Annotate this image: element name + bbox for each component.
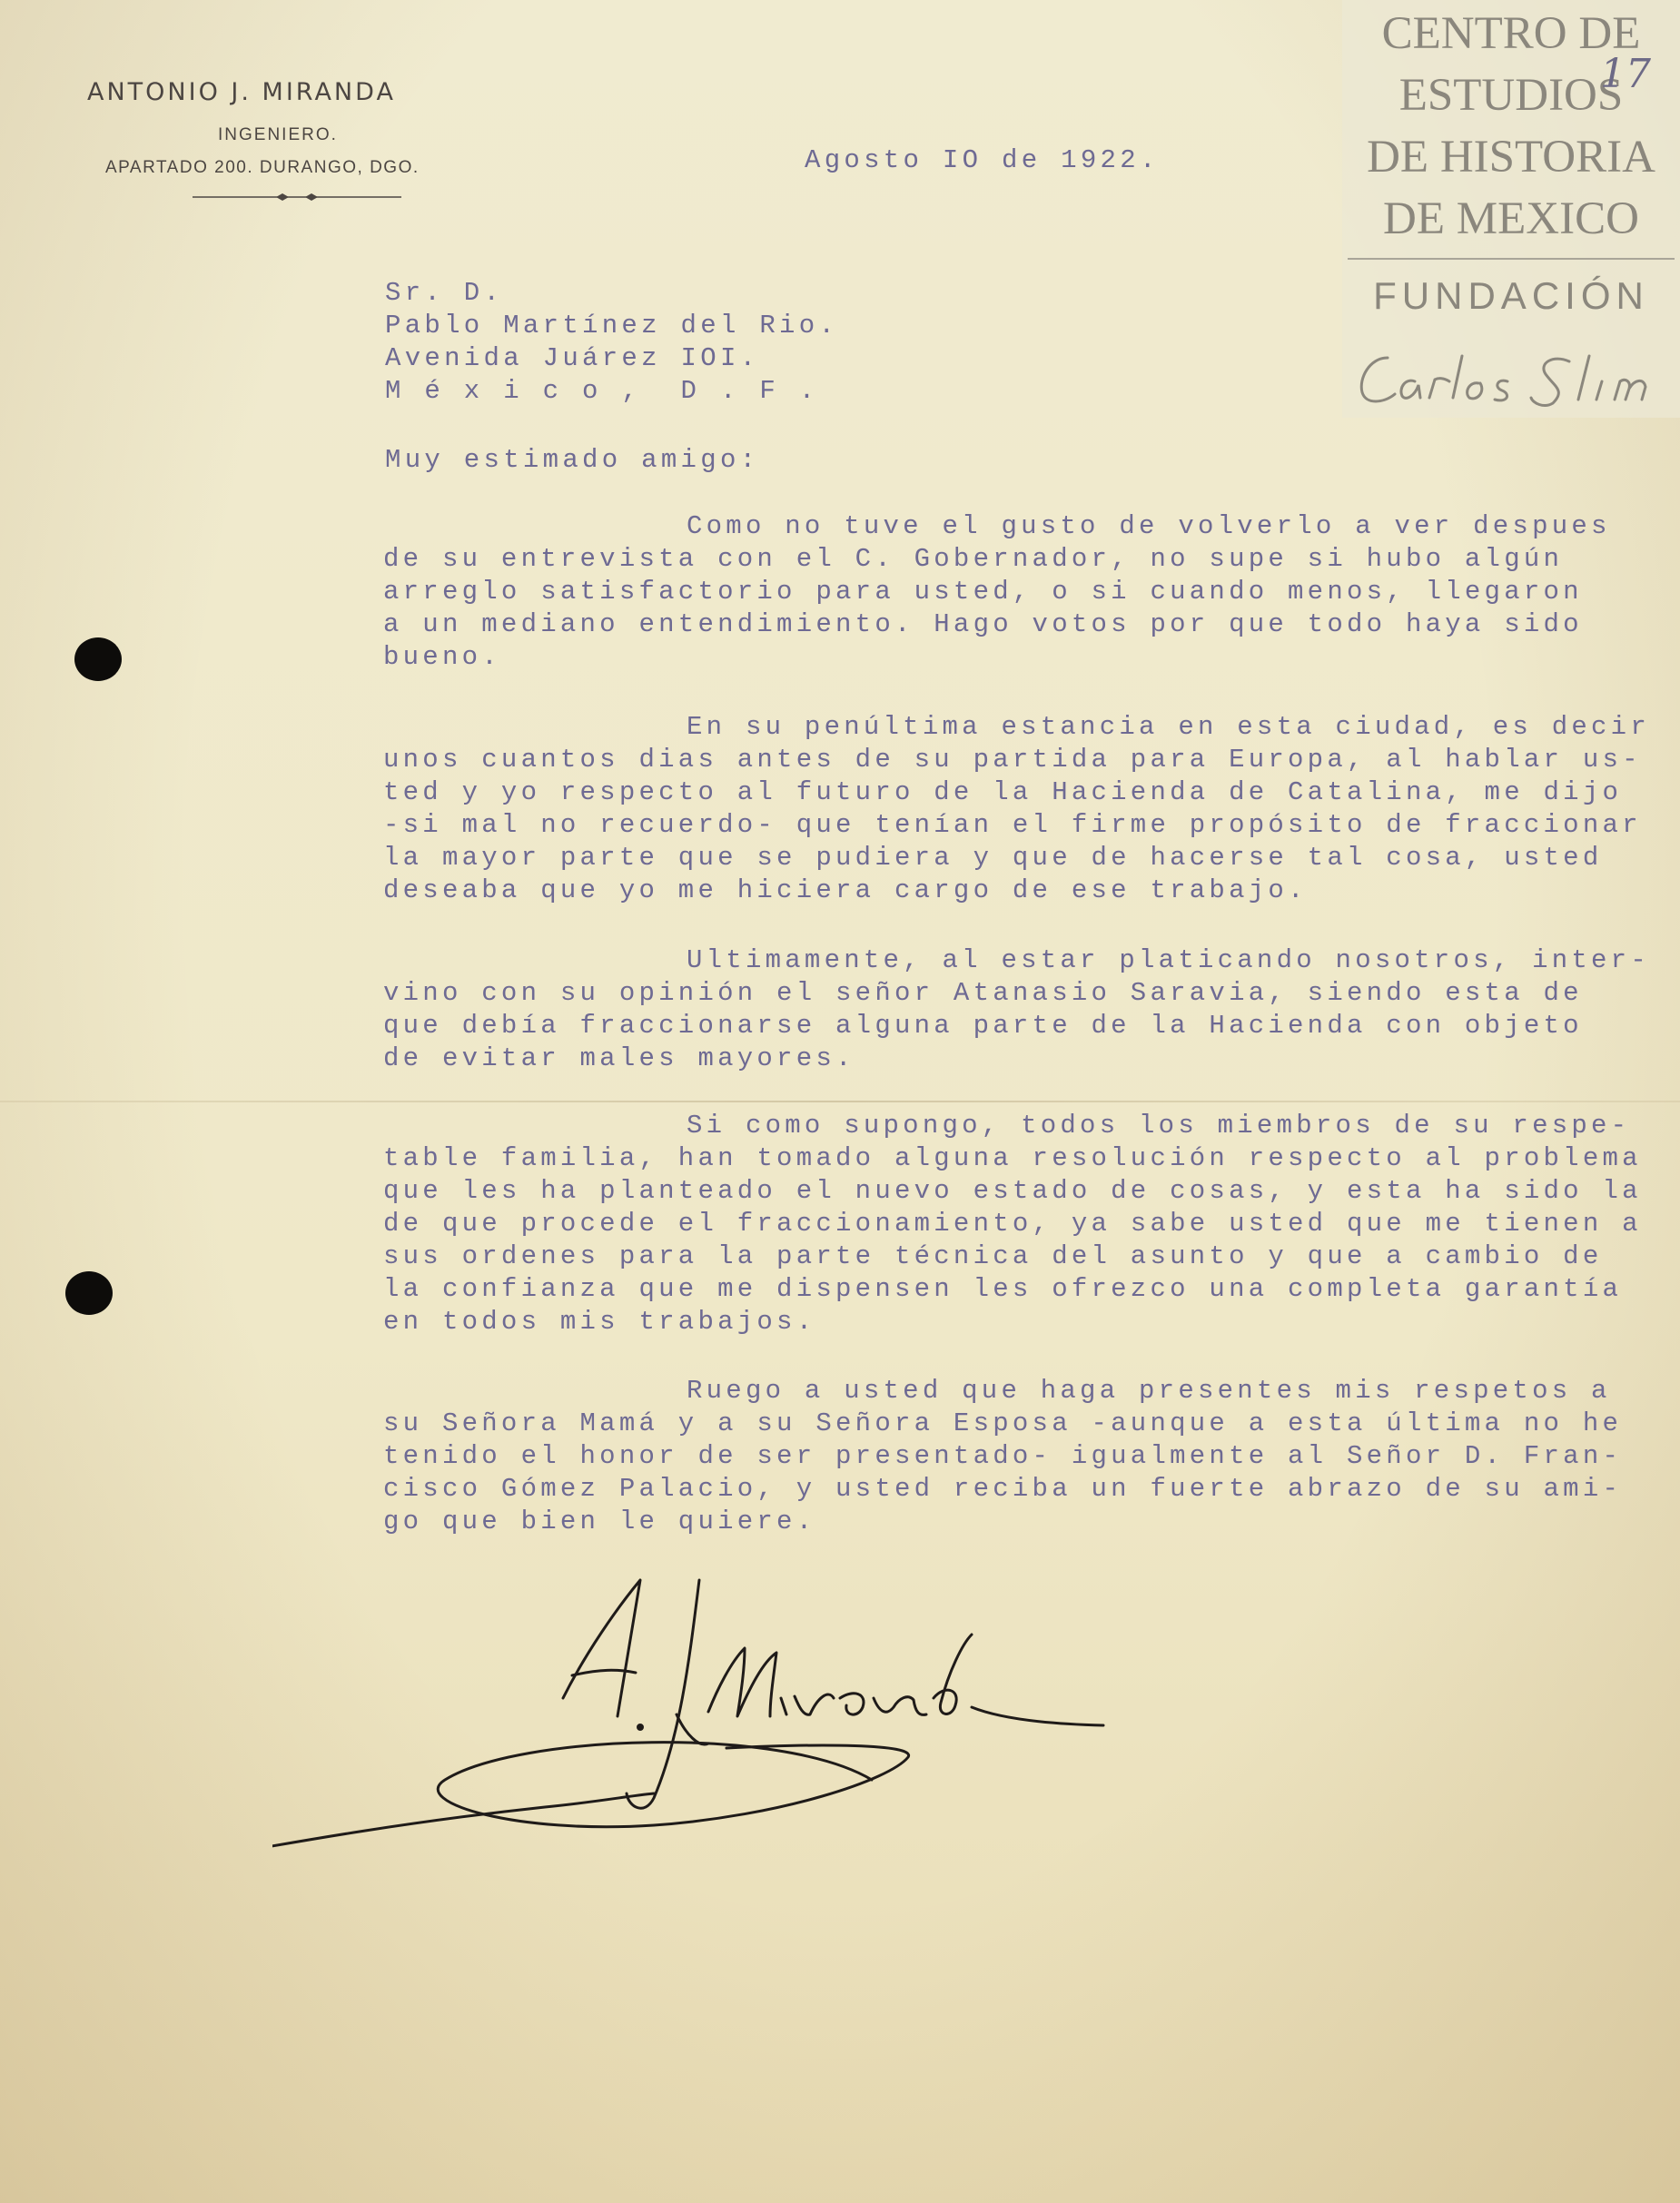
text-line: que les ha planteado el nuevo estado de cosas, y esta ha sido la <box>383 1176 1642 1206</box>
punch-hole <box>74 637 122 681</box>
page-number: 17 <box>1600 51 1651 97</box>
text-line: -si mal no recuerdo- que tenían el firme propósito de fraccionar <box>383 810 1642 840</box>
text-line: arreglo satisfactorio para usted, o si cuando menos, llegaron <box>383 577 1583 607</box>
text-line: Ruego a usted que haga presentes mis respetos a <box>687 1376 1611 1406</box>
stamp-line: DE MEXICO <box>1383 193 1639 244</box>
letterhead-address: APARTADO 200. DURANGO, DGO. <box>105 158 420 177</box>
carlos-slim-logo <box>1351 338 1676 416</box>
stamp-line: DE HISTORIA <box>1367 132 1655 183</box>
text-line: Como no tuve el gusto de volverlo a ver despues <box>687 511 1611 541</box>
text-line: a un mediano entendimiento. Hago votos por que todo haya sido <box>383 609 1583 639</box>
text-line: bueno. <box>383 642 501 672</box>
text-line: su Señora Mamá y a su Señora Esposa -aunque a esta última no he <box>383 1408 1623 1438</box>
text-line: en todos mis trabajos. <box>383 1307 816 1337</box>
text-line: Si como supongo, todos los miembros de su respe- <box>687 1111 1631 1141</box>
recipient-line: Pablo Martínez del Rio. <box>385 311 839 341</box>
body-paragraph <box>383 510 1655 674</box>
body-paragraph <box>383 1375 1655 1538</box>
stamp-line: CENTRO DE <box>1381 8 1641 59</box>
stamp-line: ESTUDIOS <box>1398 70 1624 121</box>
recipient-line: Avenida Juárez IOI. <box>385 343 760 373</box>
text-line: la confianza que me dispensen les ofrezco una completa garantía <box>383 1274 1623 1304</box>
text-line: tenido el honor de ser presentado- igualmente al Señor D. Fran- <box>383 1441 1623 1471</box>
recipient-line: Sr. D. <box>385 278 504 308</box>
letterhead-name: ANTONIO J. MIRANDA <box>87 78 396 106</box>
stamp-foundation: FUNDACIÓN <box>1373 274 1649 317</box>
handwritten-signature <box>272 1562 1317 1907</box>
text-line: table familia, han tomado alguna resolución respecto al problema <box>383 1143 1642 1173</box>
text-line: Ultimamente, al estar platicando nosotros, inter- <box>687 945 1650 975</box>
fold-crease <box>0 1101 1680 1102</box>
text-line: que debía fraccionarse alguna parte de la Hacienda con objeto <box>383 1011 1583 1041</box>
text-line: de evitar males mayores. <box>383 1043 855 1073</box>
letter-date: Agosto IO de 1922. <box>805 145 1160 175</box>
text-line: de que procede el fraccionamiento, ya sabe usted que me tienen a <box>383 1209 1642 1239</box>
text-line: de su entrevista con el C. Gobernador, no supe si hubo algún <box>383 544 1564 574</box>
letterhead-title: INGENIERO. <box>218 125 338 144</box>
text-line: deseaba que yo me hiciera cargo de ese trabajo. <box>383 875 1308 905</box>
text-line: vino con su opinión el señor Atanasio Saravia, siendo esta de <box>383 978 1583 1008</box>
body-paragraph <box>383 711 1655 907</box>
text-line: cisco Gómez Palacio, y usted reciba un fuerte abrazo de su ami- <box>383 1474 1623 1504</box>
text-line: sus ordenes para la parte técnica del asunto y que a cambio de <box>383 1241 1603 1271</box>
text-line: unos cuantos dias antes de su partida para Europa, al hablar us- <box>383 745 1642 775</box>
stamp-divider <box>1348 258 1675 260</box>
recipient-line: M é x i c o , D . F . <box>385 376 819 406</box>
punch-hole <box>65 1271 113 1315</box>
text-line: go que bien le quiere. <box>383 1507 816 1536</box>
text-line: ted y yo respecto al futuro de la Hacienda de Catalina, me dijo <box>383 777 1623 807</box>
text-line: la mayor parte que se pudiera y que de hacerse tal cosa, usted <box>383 843 1603 873</box>
body-paragraph <box>383 944 1655 1075</box>
text-line: En su penúltima estancia en esta ciudad, es decir <box>687 712 1650 742</box>
salutation: Muy estimado amigo: <box>385 445 760 475</box>
body-paragraph <box>383 1110 1655 1339</box>
letterhead-ornament <box>193 191 401 203</box>
